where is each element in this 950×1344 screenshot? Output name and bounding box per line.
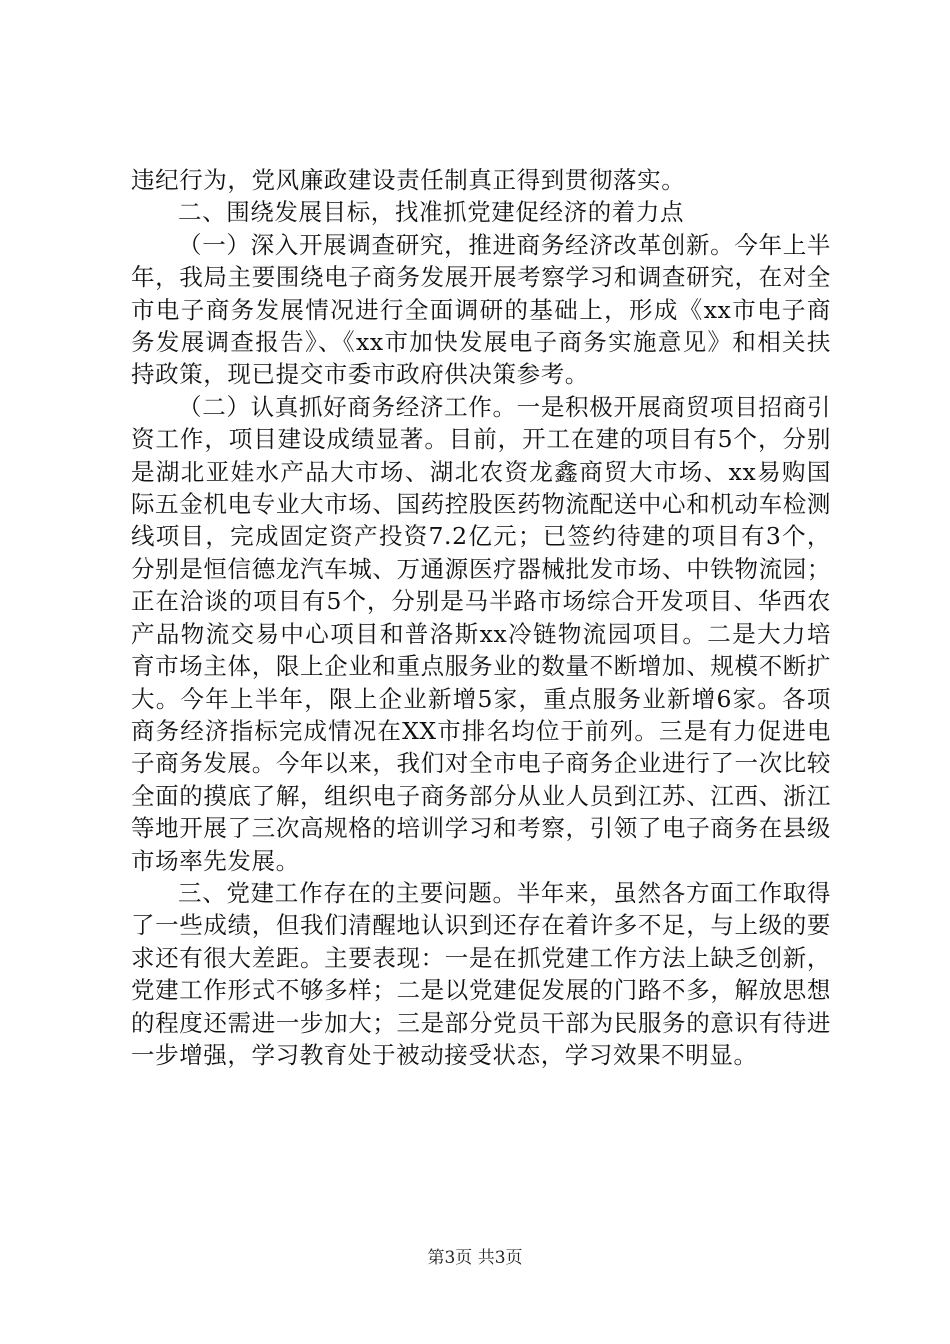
page-footer: 第3页 共3页 <box>427 1248 523 1268</box>
paragraph-1: 违纪行为，党风廉政建设责任制真正得到贯彻落实。 <box>131 166 686 194</box>
section-heading-2: 二、围绕发展目标，找准抓党建促经济的着力点 <box>178 198 685 227</box>
paragraph-3: （一）深入开展调查研究，推进商务经济改革创新。今年上半年，我局主要围绕电子商务发展开展考察学习和调查研究，在对全市电子商务发展情况进行全面调研的基础上，形成《xx市电子商务发展调查报告》、《xx市加快发展电子商务实施意见》和相关扶持政策，现已提交市委市政府供决策参考。 <box>131 230 831 389</box>
paragraph-5: 三、党建工作存在的主要问题。半年来，虽然各方面工作取得了一些成绩，但我们清醒地认识到还存在着许多不足，与上级的要求还有很大差距。主要表现：一是在抓党建工作方法上缺乏创新，党建工作形式不够多样；二是以党建促发展的门路不多，解放思想的程度还需进一步加大；三是部分党员干部为民服务的意识有待进一步增强，学习教育处于被动接受状态，学习效果不明显。 <box>131 878 831 1069</box>
paragraph-4: （二）认真抓好商务经济工作。一是积极开展商贸项目招商引资工作，项目建设成绩显著。目前，开工在建的项目有5个，分别是湖北亚娃水产品大市场、湖北农资龙鑫商贸大市场、xx易购国际五金机电专业大市场、国药控股医药物流配送中心和机动车检测线项目，完成固定资产投资7.2亿元；已签约待建的项目有3个，分别是恒信德龙汽车城、万通源医疗器械批发市场、中铁物流园；正在洽谈的项目有5个，分别是马半路市场综合开发项目、华西农产品物流交易中心项目和普洛斯xx冷链物流园项目。二是大力培育市场主体，限上企业和重点服务业的数量不断增加、规模不断扩大。今年上半年，限上企业新增5家，重点服务业新增6家。各项商务经济指标完成情况在XX市排名均位于前列。三是有力促进电子商务发展。今年以来，我们对全市电子商务企业进行了一次比较全面的摸底了解，组织电子商务部分从业人员到江苏、江西、浙江等地开展了三次高规格的培训学习和考察，引领了电子商务在县级市场率先发展。 <box>131 392 831 875</box>
document-body <box>131 164 831 1071</box>
